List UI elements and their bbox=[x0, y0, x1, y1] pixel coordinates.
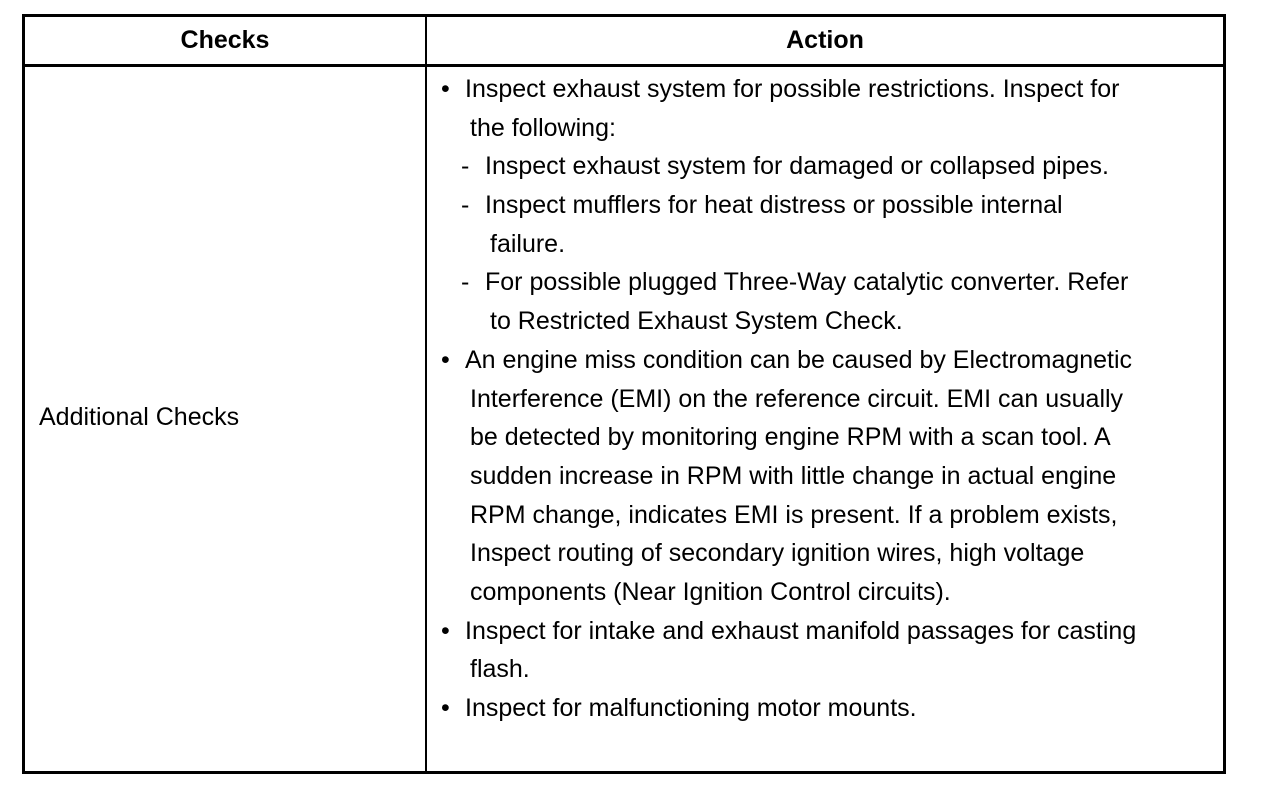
bullet-marker: • bbox=[441, 75, 450, 103]
check-cell: Additional Checks bbox=[39, 403, 240, 431]
action-text: RPM change, indicates EMI is present. If a problem exists, bbox=[470, 500, 1118, 529]
action-line bbox=[437, 457, 1217, 496]
action-text: be detected by monitoring engine RPM with a scan tool. A bbox=[470, 423, 1111, 452]
action-line bbox=[437, 650, 1217, 689]
action-line bbox=[437, 496, 1217, 535]
action-line bbox=[437, 302, 1217, 341]
action-line bbox=[437, 341, 1217, 380]
bullet-marker: • bbox=[441, 694, 450, 722]
action-line bbox=[437, 534, 1217, 573]
action-line bbox=[437, 109, 1217, 148]
action-cell bbox=[437, 70, 1217, 728]
dash-marker: - bbox=[461, 191, 470, 220]
action-text: flash. bbox=[470, 655, 530, 684]
action-text: Inspect mufflers for heat distress or possible internal bbox=[485, 191, 1063, 220]
action-text: An engine miss condition can be caused by Electromagnetic bbox=[465, 345, 1133, 374]
action-text: Inspect routing of secondary ignition wires, high voltage bbox=[470, 539, 1085, 568]
header-action: Action bbox=[786, 26, 864, 54]
action-line bbox=[437, 263, 1217, 302]
action-text: Interference (EMI) on the reference circuit. EMI can usually bbox=[470, 384, 1124, 413]
action-line bbox=[437, 225, 1217, 264]
header-divider bbox=[25, 64, 1223, 67]
action-text: failure. bbox=[490, 229, 566, 258]
column-divider bbox=[425, 17, 427, 771]
action-text: Inspect for malfunctioning motor mounts. bbox=[465, 694, 917, 722]
action-text: For possible plugged Three-Way catalytic converter. Refer bbox=[485, 268, 1129, 297]
action-line bbox=[437, 380, 1217, 419]
action-text: Inspect exhaust system for possible restrictions. Inspect for bbox=[465, 75, 1120, 103]
dash-marker: - bbox=[461, 268, 470, 297]
action-text: Inspect for intake and exhaust manifold passages for casting bbox=[465, 616, 1137, 645]
action-line bbox=[437, 573, 1217, 612]
bullet-marker: • bbox=[441, 345, 450, 374]
header-checks: Checks bbox=[180, 26, 270, 54]
action-text: components (Near Ignition Control circuits). bbox=[470, 577, 951, 606]
action-text: the following: bbox=[470, 113, 616, 142]
action-line bbox=[437, 147, 1217, 186]
action-text: to Restricted Exhaust System Check. bbox=[490, 307, 903, 336]
action-line bbox=[437, 418, 1217, 457]
bullet-marker: • bbox=[441, 616, 450, 645]
checks-table bbox=[22, 14, 1226, 774]
action-line bbox=[437, 186, 1217, 225]
action-text: Inspect exhaust system for damaged or collapsed pipes. bbox=[485, 152, 1109, 181]
dash-marker: - bbox=[461, 152, 470, 181]
action-line bbox=[437, 612, 1217, 651]
action-text: sudden increase in RPM with little change in actual engine bbox=[470, 461, 1117, 490]
action-line bbox=[437, 70, 1217, 109]
action-line bbox=[437, 689, 1217, 728]
